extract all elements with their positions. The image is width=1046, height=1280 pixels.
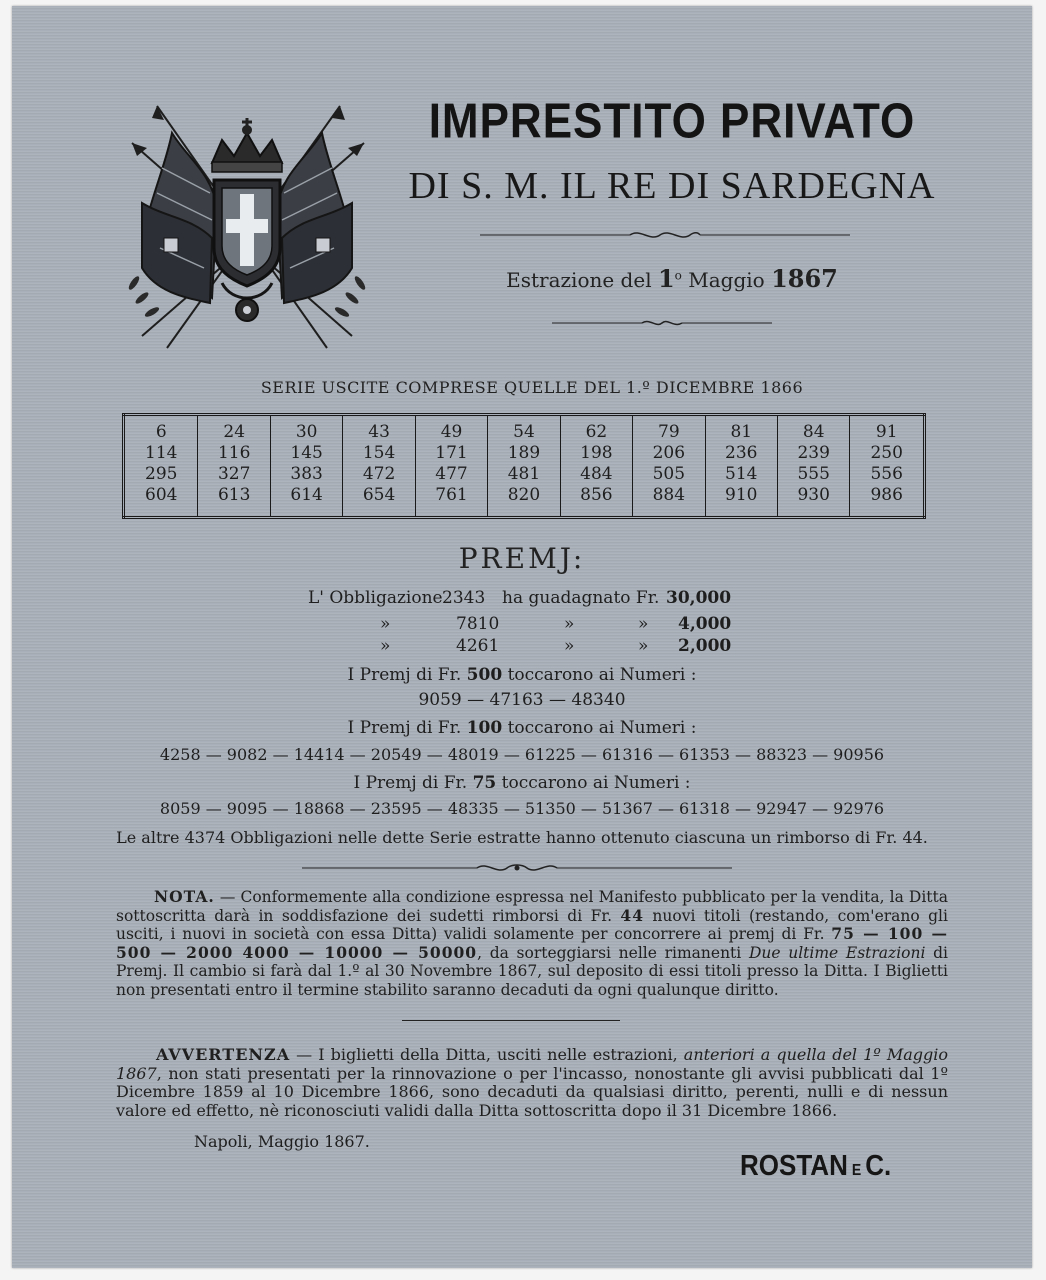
signature-c: C. xyxy=(865,1148,892,1182)
group-amount: 100 xyxy=(466,718,503,738)
series-column xyxy=(198,415,270,518)
series-row xyxy=(124,415,925,518)
ditto-mark: » xyxy=(564,614,575,634)
group-amount: 500 xyxy=(466,665,503,685)
series-number: 239 xyxy=(797,443,830,463)
series-number: 604 xyxy=(145,485,178,505)
series-number: 62 xyxy=(585,422,608,442)
series-number: 884 xyxy=(652,485,686,505)
group-suffix: toccarono ai Numeri : xyxy=(501,773,691,793)
won-text: ha guadagnato Fr. xyxy=(502,588,660,608)
avvertenza-label: AVVERTENZA xyxy=(156,1045,291,1064)
avvertenza-paragraph xyxy=(116,1046,948,1120)
series-number: 654 xyxy=(362,485,396,505)
group-suffix: toccarono ai Numeri : xyxy=(507,718,697,738)
series-number: 6 xyxy=(155,422,167,442)
series-number: 189 xyxy=(507,443,541,463)
divider-line xyxy=(402,1020,620,1021)
nota-text: , da sorteggiarsi nelle rimanenti xyxy=(477,943,749,962)
nota-amounts: 75 — 100 — 500 — 2000 4000 — 10000 — 50000 xyxy=(116,924,948,962)
series-number: 910 xyxy=(725,485,758,505)
prize-number: 2343 xyxy=(442,588,486,608)
title-line-2: DI S. M. IL RE DI SARDEGNA xyxy=(408,165,936,207)
prizes-heading: PREMJ: xyxy=(458,542,586,575)
nota-text: di Premj. Il cambio si farà dal 1.º al 30 Novembre 1867, sul deposito di essi titoli presso la Ditta. I Biglietti non presentati entro il termine stabilito saranno decaduti da ogni qualunque diritto. xyxy=(116,943,949,999)
series-number: 24 xyxy=(223,422,246,442)
ornamental-divider xyxy=(480,228,850,242)
prize-amount: 30,000 xyxy=(666,588,732,608)
series-number: 472 xyxy=(362,464,396,484)
series-number: 505 xyxy=(652,464,686,484)
draw-day: 1 xyxy=(657,264,675,293)
draw-month: Maggio xyxy=(688,268,765,292)
savoy-coat-of-arms-emblem xyxy=(112,98,382,360)
series-number: 49 xyxy=(440,422,463,442)
group-prefix: I Premj di Fr. xyxy=(353,773,468,793)
series-number: 986 xyxy=(870,485,903,505)
series-number: 91 xyxy=(875,422,898,442)
series-number: 481 xyxy=(507,464,541,484)
series-column xyxy=(270,415,342,518)
prize-group-100 xyxy=(72,718,972,738)
prize-amount: 2,000 xyxy=(678,636,732,656)
prize-group-75 xyxy=(72,773,972,793)
prize-numbers-75: 8059 — 9095 — 18868 — 23595 — 48335 — 51350 — 51367 — 61318 — 92947 — 92976 xyxy=(159,799,885,818)
nota-amount: 44 xyxy=(620,905,644,925)
series-number: 54 xyxy=(513,422,535,442)
group-suffix: toccarono ai Numeri : xyxy=(507,665,697,685)
ornamental-divider-middle xyxy=(302,861,732,875)
series-column xyxy=(777,415,849,518)
signature xyxy=(740,1148,891,1182)
avvertenza-text: — I biglietti della Ditta, usciti nelle estrazioni, xyxy=(290,1045,684,1064)
place-date: Napoli, Maggio 1867. xyxy=(194,1132,370,1151)
ditto-mark: » xyxy=(564,636,575,656)
series-column xyxy=(343,415,415,518)
series-number: 761 xyxy=(435,485,468,505)
series-number: 295 xyxy=(145,464,178,484)
series-number: 116 xyxy=(217,443,251,463)
series-number: 114 xyxy=(145,443,178,463)
prize-number: 4261 xyxy=(456,636,500,656)
series-number: 555 xyxy=(797,464,830,484)
series-column xyxy=(705,415,777,518)
series-column xyxy=(488,415,560,518)
series-column xyxy=(124,415,198,518)
series-column xyxy=(850,415,925,518)
series-number: 171 xyxy=(435,443,468,463)
prize-number: 7810 xyxy=(456,614,500,634)
group-amount: 75 xyxy=(472,773,497,793)
ditto-mark: » xyxy=(380,636,391,656)
nota-label: NOTA. xyxy=(154,887,215,906)
series-number: 84 xyxy=(802,422,825,442)
draw-year: 1867 xyxy=(771,264,838,293)
series-heading: SERIE USCITE COMPRESE QUELLE DEL 1.º DICEMBRE 1866 xyxy=(260,378,804,397)
series-number: 930 xyxy=(797,485,830,505)
series-number: 613 xyxy=(217,485,251,505)
series-column xyxy=(633,415,705,518)
series-number: 81 xyxy=(730,422,753,442)
series-number: 614 xyxy=(290,485,323,505)
prize-numbers-500: 9059 — 47163 — 48340 xyxy=(418,690,626,710)
series-number: 154 xyxy=(362,443,396,463)
series-number: 43 xyxy=(368,422,390,442)
title-line-1: IMPRESTITO PRIVATO xyxy=(428,94,916,149)
remainder-text: Le altre 4374 Obbligazioni nelle dette Serie estratte hanno ottenuto ciascuna un rimborso di Fr. 44. xyxy=(116,828,928,847)
series-number: 820 xyxy=(507,485,541,505)
obligation-label: L' Obbligazione xyxy=(308,588,443,608)
prize-group-500 xyxy=(72,665,972,685)
ornamental-divider-small xyxy=(552,316,772,330)
ditto-mark: » xyxy=(638,636,649,656)
series-column xyxy=(560,415,632,518)
series-table xyxy=(122,413,926,519)
draw-date xyxy=(432,264,912,293)
nota-text: nuovi titoli (restando, com'erano gli usciti, i nuovi in società con essa Ditta) validi solamente per concorrere ai premj di Fr. xyxy=(116,906,948,943)
draw-prefix: Estrazione del xyxy=(506,268,652,292)
draw-day-sup: o xyxy=(674,268,682,283)
signature-name: ROSTAN xyxy=(740,1148,848,1182)
series-number: 514 xyxy=(725,464,758,484)
series-number: 484 xyxy=(580,464,613,484)
prize-amount: 4,000 xyxy=(678,614,732,634)
avvertenza-text: , non stati presentati per la rinnovazione o per l'incasso, nonostante gli avvisi pubblicati dal 1º Dicembre 1859 al 10 Dicembre 1866, sono decaduti da qualsiasi diritto, perenti, nulli e di nessun valore ed effetto, nè riconosciuti validi dalla Ditta sottoscritta dopo il 31 Dicembre 1866. xyxy=(116,1063,948,1120)
nota-paragraph xyxy=(116,888,948,999)
series-number: 327 xyxy=(217,464,251,484)
nota-italic: Due ultime Estrazioni xyxy=(748,943,926,962)
group-prefix: I Premj di Fr. xyxy=(347,718,462,738)
series-number: 250 xyxy=(870,443,903,463)
series-number: 236 xyxy=(725,443,758,463)
group-prefix: I Premj di Fr. xyxy=(347,665,462,685)
series-number: 30 xyxy=(295,422,318,442)
ditto-mark: » xyxy=(638,614,649,634)
signature-e: E xyxy=(851,1160,862,1179)
avvertenza-italic: anteriori a quella del 1º Maggio 1867 xyxy=(116,1045,949,1083)
series-column xyxy=(415,415,487,518)
series-number: 383 xyxy=(290,464,323,484)
series-number: 198 xyxy=(580,443,613,463)
ditto-mark: » xyxy=(380,614,391,634)
series-number: 477 xyxy=(435,464,468,484)
prize-numbers-100: 4258 — 9082 — 14414 — 20549 — 48019 — 61225 — 61316 — 61353 — 88323 — 90956 xyxy=(159,745,885,764)
poster-sheet xyxy=(12,6,1032,1268)
series-number: 79 xyxy=(658,422,680,442)
series-number: 856 xyxy=(580,485,613,505)
series-number: 145 xyxy=(290,443,323,463)
series-number: 206 xyxy=(652,443,686,463)
nota-text: — Conformemente alla condizione espressa nel Manifesto pubblicato per la vendita, la Ditta sottoscritta darà in soddisfazione dei sudetti rimborsi di Fr. xyxy=(116,888,948,925)
series-number: 556 xyxy=(870,464,903,484)
